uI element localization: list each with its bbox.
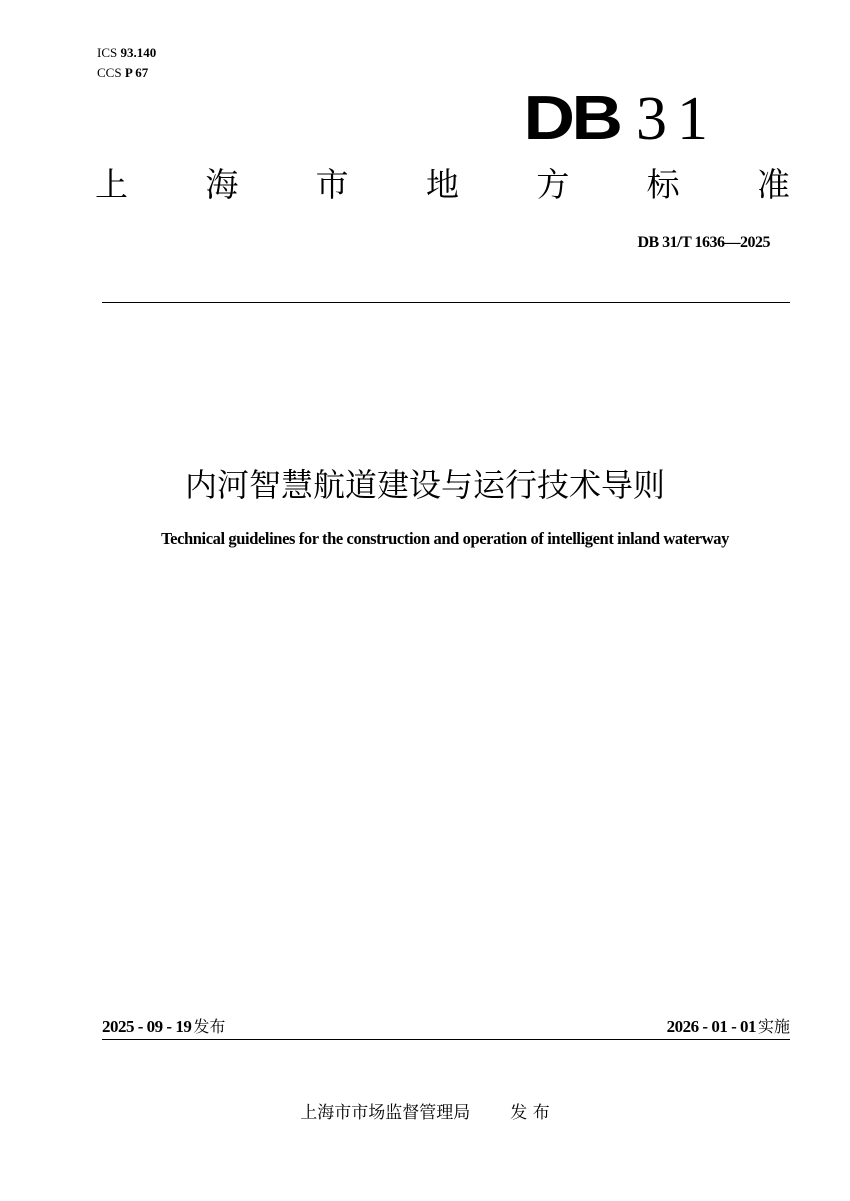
standard-title-char: 准: [756, 165, 790, 204]
effective-label: 实施: [757, 1017, 790, 1036]
standard-title-char: 市: [315, 165, 349, 204]
issue-label: 发布: [193, 1017, 226, 1036]
db-logo-number: 31: [636, 85, 718, 153]
classification-codes: [97, 43, 156, 83]
standard-title-char: 地: [425, 165, 459, 204]
document-title-english: Technical guidelines for the construction and operation of intelligent inland waterway: [161, 529, 729, 548]
ics-value: 93.140: [120, 45, 157, 60]
publisher-action: 发 布: [510, 1103, 550, 1123]
db-logo-letters: DB: [523, 84, 620, 153]
issue-date-block: [102, 1014, 225, 1037]
ccs-label: CCS: [97, 65, 122, 80]
ccs-value: P 67: [124, 65, 149, 80]
standard-type-title: [95, 165, 790, 205]
standard-title-char: 标: [646, 165, 680, 204]
db31-logo: [523, 80, 718, 153]
ccs-code: [97, 63, 156, 83]
standard-title-char: 方: [536, 165, 570, 204]
publisher-line: [0, 1098, 850, 1123]
standard-number: DB 31/T 1636—2025: [637, 234, 770, 251]
document-title-chinese: 内河智慧航道建设与运行技术导则: [184, 466, 665, 504]
top-divider: [102, 302, 790, 303]
publisher-name: 上海市市场监督管理局: [300, 1103, 471, 1123]
effective-date: 2026 - 01 - 01: [666, 1017, 756, 1036]
issue-dates-row: [102, 1014, 790, 1037]
ics-label: ICS: [97, 45, 118, 60]
issue-date: 2025 - 09 - 19: [102, 1017, 192, 1036]
standard-title-char: 海: [205, 165, 239, 204]
bottom-divider: [102, 1039, 790, 1040]
ics-code: [97, 43, 156, 63]
effective-date-block: [667, 1014, 790, 1037]
standard-title-char: 上: [95, 165, 128, 204]
